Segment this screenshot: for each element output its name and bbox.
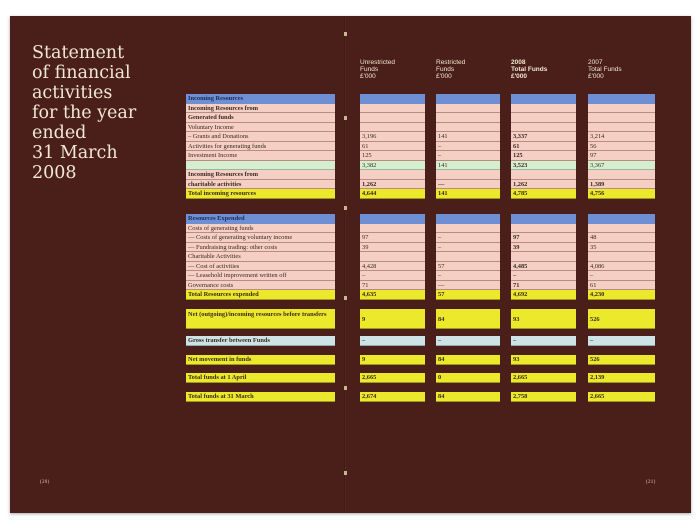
table-cell xyxy=(588,170,655,180)
table-cell xyxy=(360,94,425,104)
page-number-right: (21) xyxy=(646,480,656,485)
page-number-left: (20) xyxy=(40,480,50,485)
table-cell xyxy=(588,123,655,133)
row-label: — Costs of generating voluntary income xyxy=(186,233,335,243)
table-cell: 56 xyxy=(588,142,655,152)
table-cell: 97 xyxy=(588,151,655,161)
row-label: Net movement in funds xyxy=(186,355,335,365)
row-label: Total funds at 1 April xyxy=(186,373,335,383)
table-cell xyxy=(511,214,576,224)
table-cell xyxy=(436,224,500,234)
table-cell: 2,674 xyxy=(360,392,425,402)
table-cell: 3,214 xyxy=(588,132,655,142)
table-cell xyxy=(360,252,425,262)
table-cell xyxy=(588,252,655,262)
row-label: — Leasehold improvement written off xyxy=(186,271,335,281)
column-header-line: £'000 xyxy=(360,73,376,81)
table-cell xyxy=(360,214,425,224)
table-cell: – xyxy=(436,271,500,281)
table-cell xyxy=(588,94,655,104)
row-label: Total Resources expended xyxy=(186,290,335,300)
table-cell: 3,382 xyxy=(360,161,425,171)
row-label: Incoming Resources from xyxy=(186,104,335,114)
table-cell xyxy=(436,94,500,104)
column-header-line: Funds xyxy=(360,66,379,74)
table-cell: 35 xyxy=(588,243,655,253)
table-cell: – xyxy=(436,233,500,243)
table-cell: 4,785 xyxy=(511,189,576,199)
title-line: 31 March xyxy=(32,143,118,163)
column-header-line: 2007 xyxy=(588,59,603,66)
table-cell xyxy=(511,252,576,262)
table-cell: 1,262 xyxy=(511,180,576,190)
table-cell xyxy=(511,104,576,114)
table-cell xyxy=(360,224,425,234)
column-header-line: Funds xyxy=(436,66,455,74)
table-cell: 61 xyxy=(588,281,655,291)
table-cell xyxy=(511,224,576,234)
table-cell: 9 xyxy=(360,309,425,329)
table-cell xyxy=(511,123,576,133)
column-header xyxy=(511,59,547,81)
column-header-line: 2008 xyxy=(511,59,526,66)
table-cell xyxy=(588,104,655,114)
column-header xyxy=(360,59,395,81)
table-cell: 141 xyxy=(436,161,500,171)
title-line: for the year xyxy=(32,103,137,123)
table-cell: 4,230 xyxy=(588,290,655,300)
table-cell xyxy=(360,113,425,123)
table-cell: 9 xyxy=(360,355,425,365)
row-label: Activities for generating funds xyxy=(186,142,335,152)
table-cell: 125 xyxy=(360,151,425,161)
table-cell: 97 xyxy=(511,233,576,243)
book-spread xyxy=(10,16,691,513)
table-cell: – xyxy=(511,336,576,346)
table-cell xyxy=(588,214,655,224)
table-cell xyxy=(511,113,576,123)
book-spine xyxy=(344,16,346,513)
row-label: – Grants and Donations xyxy=(186,132,335,142)
table-cell: 4,635 xyxy=(360,290,425,300)
row-label: Total funds at 31 March xyxy=(186,392,335,402)
column-header xyxy=(436,59,465,81)
row-label: — Cost of activities xyxy=(186,262,335,272)
table-cell: 93 xyxy=(511,355,576,365)
table-cell: 84 xyxy=(436,355,500,365)
column-header-line: Restricted xyxy=(436,59,466,66)
row-label: Voluntary Income xyxy=(186,123,335,133)
row-label: Costs of generating funds xyxy=(186,224,335,234)
column-header-line: Total Funds xyxy=(588,66,622,74)
table-cell: 1,262 xyxy=(360,180,425,190)
title-line: 2008 xyxy=(32,163,77,183)
table-cell: 0 xyxy=(436,373,500,383)
row-label: Incoming Resources from xyxy=(186,170,335,180)
table-cell: – xyxy=(436,151,500,161)
column-header-line: Total Funds xyxy=(511,66,548,74)
table-cell xyxy=(511,170,576,180)
row-label: charitable activities xyxy=(186,180,335,190)
spine-stitch xyxy=(344,471,347,475)
table-cell xyxy=(360,123,425,133)
table-cell: – xyxy=(511,271,576,281)
section-header: Resources Expended xyxy=(186,214,335,224)
table-cell: 97 xyxy=(360,233,425,243)
spine-stitch xyxy=(344,296,347,300)
table-cell: 57 xyxy=(436,290,500,300)
row-label: Net (outgoing)/incoming resources before transfers xyxy=(186,309,335,329)
table-cell: 61 xyxy=(360,142,425,152)
table-cell: 3,367 xyxy=(588,161,655,171)
spine-stitch xyxy=(344,386,347,390)
row-label: Gross transfer between Funds xyxy=(186,336,335,346)
row-label xyxy=(186,161,335,171)
table-cell: 2,665 xyxy=(588,392,655,402)
title-line: activities xyxy=(32,83,113,103)
table-cell xyxy=(436,113,500,123)
row-label: — Fundraising trading: other costs xyxy=(186,243,335,253)
table-cell: 526 xyxy=(588,309,655,329)
spine-stitch xyxy=(344,32,347,36)
table-cell: 84 xyxy=(436,392,500,402)
table-cell: 71 xyxy=(511,281,576,291)
table-cell xyxy=(588,224,655,234)
table-cell: 2,139 xyxy=(588,373,655,383)
table-cell xyxy=(436,252,500,262)
page-title xyxy=(32,43,182,183)
table-cell: 3,337 xyxy=(511,132,576,142)
column-header-line: £'000 xyxy=(588,73,604,81)
table-cell: – xyxy=(436,142,500,152)
table-cell: – xyxy=(360,271,425,281)
table-cell: 4,086 xyxy=(588,262,655,272)
table-cell: 57 xyxy=(436,262,500,272)
table-cell: 4,485 xyxy=(511,262,576,272)
title-line: ended xyxy=(32,123,87,143)
table-cell: 2,665 xyxy=(511,373,576,383)
table-cell: – xyxy=(588,336,655,346)
table-cell: — xyxy=(436,281,500,291)
table-cell: 39 xyxy=(360,243,425,253)
table-cell: 2,758 xyxy=(511,392,576,402)
table-cell: 141 xyxy=(436,132,500,142)
table-cell xyxy=(436,214,500,224)
table-cell: 93 xyxy=(511,309,576,329)
row-label: Governance costs xyxy=(186,281,335,291)
table-cell: 84 xyxy=(436,309,500,329)
spine-stitch xyxy=(344,206,347,210)
table-cell xyxy=(436,104,500,114)
table-cell: – xyxy=(436,336,500,346)
table-cell xyxy=(436,170,500,180)
table-cell: – xyxy=(360,336,425,346)
table-cell xyxy=(588,113,655,123)
column-header-line: Unrestricted xyxy=(360,59,396,66)
table-cell: — xyxy=(436,180,500,190)
row-label: Generated funds xyxy=(186,113,335,123)
row-label: Charitable Activities xyxy=(186,252,335,262)
table-cell: 61 xyxy=(511,142,576,152)
spine-stitch xyxy=(344,116,347,120)
table-cell: 141 xyxy=(436,189,500,199)
table-cell: 71 xyxy=(360,281,425,291)
table-cell xyxy=(511,94,576,104)
row-label: Investment Income xyxy=(186,151,335,161)
table-cell xyxy=(360,104,425,114)
table-cell: 4,644 xyxy=(360,189,425,199)
table-cell: 526 xyxy=(588,355,655,365)
row-label: Total incoming resources xyxy=(186,189,335,199)
table-cell xyxy=(360,170,425,180)
table-cell: 4,428 xyxy=(360,262,425,272)
table-cell: 39 xyxy=(511,243,576,253)
column-header-line: £'000 xyxy=(436,73,452,81)
table-cell: 4,756 xyxy=(588,189,655,199)
title-line: Statement xyxy=(32,43,125,63)
table-cell: 1,389 xyxy=(588,180,655,190)
table-cell: 48 xyxy=(588,233,655,243)
column-header xyxy=(588,59,622,81)
table-cell xyxy=(436,123,500,133)
table-cell: 4,692 xyxy=(511,290,576,300)
table-cell: – xyxy=(588,271,655,281)
table-cell: 125 xyxy=(511,151,576,161)
section-header: Incoming Resources xyxy=(186,94,335,104)
table-cell: – xyxy=(436,243,500,253)
table-cell: 2,665 xyxy=(360,373,425,383)
table-cell: 3,196 xyxy=(360,132,425,142)
title-line: of financial xyxy=(32,63,131,83)
column-header-line: £'000 xyxy=(511,73,528,81)
table-cell: 3,523 xyxy=(511,161,576,171)
